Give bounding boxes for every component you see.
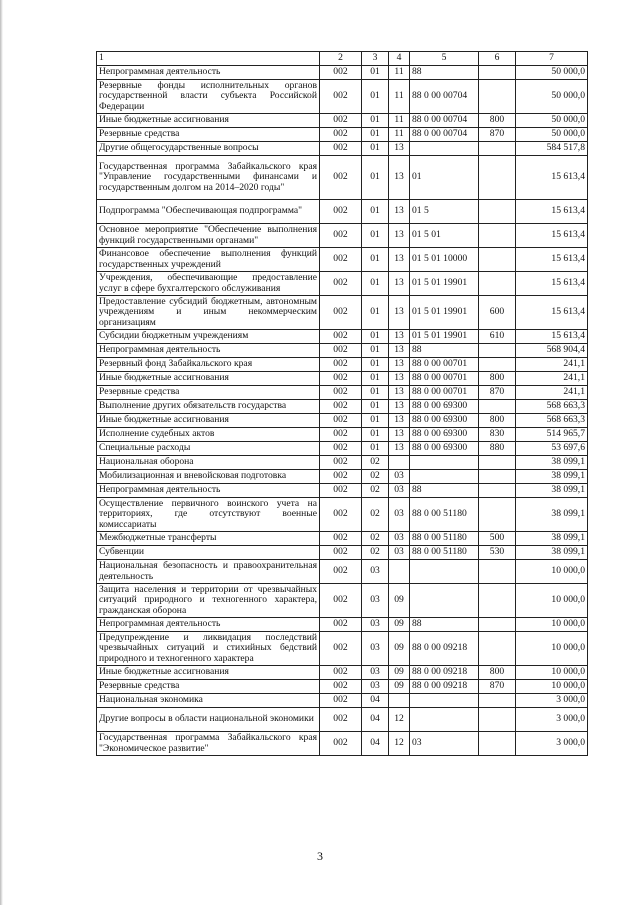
table-row bbox=[97, 386, 588, 400]
admin-code: 002 bbox=[320, 248, 362, 272]
admin-code: 002 bbox=[320, 344, 362, 358]
expense-type-code bbox=[479, 470, 516, 484]
row-description: Резервный фонд Забайкальского края bbox=[97, 358, 320, 372]
subsection-code: 13 bbox=[389, 142, 410, 156]
expense-type-code: 600 bbox=[479, 296, 516, 330]
amount: 38 099,1 bbox=[516, 546, 588, 560]
amount: 50 000,0 bbox=[516, 114, 588, 128]
admin-code: 002 bbox=[320, 80, 362, 114]
expense-type-code: 870 bbox=[479, 128, 516, 142]
target-article-code bbox=[410, 708, 479, 732]
target-article-code: 88 0 00 51180 bbox=[410, 532, 479, 546]
target-article-code: 88 bbox=[410, 484, 479, 498]
amount: 38 099,1 bbox=[516, 498, 588, 532]
table-row bbox=[97, 414, 588, 428]
admin-code: 002 bbox=[320, 470, 362, 484]
subsection-code: 13 bbox=[389, 224, 410, 248]
table-row bbox=[97, 330, 588, 344]
header-cell: 3 bbox=[362, 52, 389, 66]
subsection-code: 09 bbox=[389, 666, 410, 680]
amount: 53 697,6 bbox=[516, 442, 588, 456]
amount: 50 000,0 bbox=[516, 80, 588, 114]
amount: 15 613,4 bbox=[516, 248, 588, 272]
section-code: 01 bbox=[362, 428, 389, 442]
table-row bbox=[97, 296, 588, 330]
section-code: 01 bbox=[362, 358, 389, 372]
expense-type-code bbox=[479, 142, 516, 156]
section-code: 01 bbox=[362, 386, 389, 400]
row-description: Защита населения и территории от чрезвычайных ситуаций природного и техногенного характера, гражданская оборона bbox=[97, 584, 320, 618]
amount: 514 965,7 bbox=[516, 428, 588, 442]
subsection-code: 11 bbox=[389, 66, 410, 80]
admin-code: 002 bbox=[320, 224, 362, 248]
row-description: Резервные средства bbox=[97, 386, 320, 400]
table-header-row bbox=[97, 52, 588, 66]
expense-type-code: 870 bbox=[479, 680, 516, 694]
amount: 38 099,1 bbox=[516, 484, 588, 498]
subsection-code: 09 bbox=[389, 632, 410, 666]
amount: 15 613,4 bbox=[516, 330, 588, 344]
row-description: Иные бюджетные ассигнования bbox=[97, 114, 320, 128]
amount: 10 000,0 bbox=[516, 584, 588, 618]
expense-type-code bbox=[479, 248, 516, 272]
amount: 38 099,1 bbox=[516, 456, 588, 470]
admin-code: 002 bbox=[320, 330, 362, 344]
amount: 568 663,3 bbox=[516, 414, 588, 428]
section-code: 01 bbox=[362, 114, 389, 128]
row-description: Основное мероприятие "Обеспечение выполнения функций государственными органами" bbox=[97, 224, 320, 248]
subsection-code bbox=[389, 456, 410, 470]
table-row bbox=[97, 666, 588, 680]
amount: 50 000,0 bbox=[516, 66, 588, 80]
admin-code: 002 bbox=[320, 560, 362, 584]
admin-code: 002 bbox=[320, 372, 362, 386]
section-code: 01 bbox=[362, 296, 389, 330]
expense-type-code: 800 bbox=[479, 666, 516, 680]
header-cell: 1 bbox=[97, 52, 320, 66]
target-article-code bbox=[410, 560, 479, 584]
row-description: Другие вопросы в области национальной экономики bbox=[97, 708, 320, 732]
section-code: 01 bbox=[362, 224, 389, 248]
target-article-code: 01 bbox=[410, 156, 479, 200]
row-description: Непрограммная деятельность bbox=[97, 484, 320, 498]
subsection-code: 13 bbox=[389, 372, 410, 386]
expense-type-code bbox=[479, 632, 516, 666]
amount: 3 000,0 bbox=[516, 732, 588, 756]
expense-type-code bbox=[479, 694, 516, 708]
target-article-code: 88 0 00 69300 bbox=[410, 414, 479, 428]
table-row bbox=[97, 128, 588, 142]
row-description: Иные бюджетные ассигнования bbox=[97, 666, 320, 680]
section-code: 03 bbox=[362, 632, 389, 666]
target-article-code: 01 5 01 19901 bbox=[410, 272, 479, 296]
subsection-code: 13 bbox=[389, 358, 410, 372]
expense-type-code: 880 bbox=[479, 442, 516, 456]
subsection-code: 13 bbox=[389, 344, 410, 358]
amount: 15 613,4 bbox=[516, 156, 588, 200]
admin-code: 002 bbox=[320, 666, 362, 680]
target-article-code bbox=[410, 456, 479, 470]
table-row bbox=[97, 248, 588, 272]
amount: 3 000,0 bbox=[516, 694, 588, 708]
admin-code: 002 bbox=[320, 296, 362, 330]
section-code: 03 bbox=[362, 680, 389, 694]
expense-type-code bbox=[479, 344, 516, 358]
target-article-code: 01 5 01 19901 bbox=[410, 296, 479, 330]
admin-code: 002 bbox=[320, 200, 362, 224]
table-row bbox=[97, 400, 588, 414]
section-code: 04 bbox=[362, 694, 389, 708]
target-article-code: 88 0 00 51180 bbox=[410, 546, 479, 560]
section-code: 01 bbox=[362, 442, 389, 456]
admin-code: 002 bbox=[320, 484, 362, 498]
amount: 38 099,1 bbox=[516, 470, 588, 484]
budget-table-body bbox=[97, 52, 588, 756]
amount: 38 099,1 bbox=[516, 532, 588, 546]
expense-type-code bbox=[479, 200, 516, 224]
admin-code: 002 bbox=[320, 546, 362, 560]
subsection-code: 13 bbox=[389, 296, 410, 330]
subsection-code: 09 bbox=[389, 618, 410, 632]
expense-type-code bbox=[479, 584, 516, 618]
subsection-code: 12 bbox=[389, 732, 410, 756]
admin-code: 002 bbox=[320, 680, 362, 694]
target-article-code: 88 0 00 09218 bbox=[410, 632, 479, 666]
amount: 15 613,4 bbox=[516, 272, 588, 296]
amount: 241,1 bbox=[516, 358, 588, 372]
section-code: 01 bbox=[362, 414, 389, 428]
table-row bbox=[97, 272, 588, 296]
admin-code: 002 bbox=[320, 156, 362, 200]
table-row bbox=[97, 498, 588, 532]
admin-code: 002 bbox=[320, 400, 362, 414]
section-code: 01 bbox=[362, 272, 389, 296]
table-row bbox=[97, 66, 588, 80]
expense-type-code: 870 bbox=[479, 386, 516, 400]
amount: 241,1 bbox=[516, 372, 588, 386]
target-article-code bbox=[410, 470, 479, 484]
target-article-code bbox=[410, 694, 479, 708]
subsection-code: 13 bbox=[389, 400, 410, 414]
target-article-code: 88 0 00 09218 bbox=[410, 666, 479, 680]
subsection-code: 13 bbox=[389, 442, 410, 456]
row-description: Другие общегосударственные вопросы bbox=[97, 142, 320, 156]
section-code: 04 bbox=[362, 732, 389, 756]
expense-type-code: 610 bbox=[479, 330, 516, 344]
expense-type-code bbox=[479, 400, 516, 414]
target-article-code: 88 bbox=[410, 344, 479, 358]
target-article-code: 88 bbox=[410, 66, 479, 80]
admin-code: 002 bbox=[320, 358, 362, 372]
section-code: 01 bbox=[362, 66, 389, 80]
target-article-code: 88 0 00 69300 bbox=[410, 442, 479, 456]
subsection-code: 11 bbox=[389, 128, 410, 142]
table-row bbox=[97, 200, 588, 224]
amount: 568 663,3 bbox=[516, 400, 588, 414]
row-description: Субсидии бюджетным учреждениям bbox=[97, 330, 320, 344]
expense-type-code bbox=[479, 732, 516, 756]
admin-code: 002 bbox=[320, 532, 362, 546]
section-code: 01 bbox=[362, 372, 389, 386]
target-article-code: 88 0 00 69300 bbox=[410, 400, 479, 414]
table-row bbox=[97, 694, 588, 708]
section-code: 01 bbox=[362, 128, 389, 142]
table-row bbox=[97, 484, 588, 498]
admin-code: 002 bbox=[320, 142, 362, 156]
scan-edge bbox=[0, 0, 3, 905]
section-code: 01 bbox=[362, 248, 389, 272]
admin-code: 002 bbox=[320, 694, 362, 708]
admin-code: 002 bbox=[320, 428, 362, 442]
row-description: Резервные фонды исполнительных органов государственной власти субъекта Российской Федерации bbox=[97, 80, 320, 114]
target-article-code bbox=[410, 584, 479, 618]
admin-code: 002 bbox=[320, 386, 362, 400]
section-code: 01 bbox=[362, 156, 389, 200]
row-description: Осуществление первичного воинского учета на территориях, где отсутствуют военные комиссариаты bbox=[97, 498, 320, 532]
expense-type-code bbox=[479, 156, 516, 200]
admin-code: 002 bbox=[320, 708, 362, 732]
table-row bbox=[97, 560, 588, 584]
expense-type-code bbox=[479, 224, 516, 248]
table-row bbox=[97, 224, 588, 248]
expense-type-code bbox=[479, 498, 516, 532]
expense-type-code bbox=[479, 456, 516, 470]
subsection-code: 13 bbox=[389, 248, 410, 272]
amount: 568 904,4 bbox=[516, 344, 588, 358]
subsection-code: 03 bbox=[389, 532, 410, 546]
subsection-code: 12 bbox=[389, 708, 410, 732]
subsection-code: 13 bbox=[389, 272, 410, 296]
subsection-code: 13 bbox=[389, 414, 410, 428]
amount: 10 000,0 bbox=[516, 618, 588, 632]
expense-type-code bbox=[479, 708, 516, 732]
section-code: 02 bbox=[362, 498, 389, 532]
subsection-code: 13 bbox=[389, 200, 410, 224]
amount: 15 613,4 bbox=[516, 224, 588, 248]
subsection-code: 11 bbox=[389, 114, 410, 128]
target-article-code: 03 bbox=[410, 732, 479, 756]
table-row bbox=[97, 532, 588, 546]
row-description: Специальные расходы bbox=[97, 442, 320, 456]
subsection-code: 13 bbox=[389, 428, 410, 442]
row-description: Национальная оборона bbox=[97, 456, 320, 470]
target-article-code: 88 0 00 00701 bbox=[410, 386, 479, 400]
section-code: 02 bbox=[362, 546, 389, 560]
section-code: 03 bbox=[362, 618, 389, 632]
row-description: Резервные средства bbox=[97, 128, 320, 142]
table-row bbox=[97, 618, 588, 632]
admin-code: 002 bbox=[320, 618, 362, 632]
section-code: 01 bbox=[362, 80, 389, 114]
subsection-code bbox=[389, 694, 410, 708]
row-description: Исполнение судебных актов bbox=[97, 428, 320, 442]
section-code: 02 bbox=[362, 532, 389, 546]
row-description: Мобилизационная и вневойсковая подготовка bbox=[97, 470, 320, 484]
table-row bbox=[97, 584, 588, 618]
amount: 15 613,4 bbox=[516, 296, 588, 330]
section-code: 03 bbox=[362, 584, 389, 618]
header-cell: 7 bbox=[516, 52, 588, 66]
target-article-code: 88 0 00 00701 bbox=[410, 372, 479, 386]
table-row bbox=[97, 344, 588, 358]
section-code: 04 bbox=[362, 708, 389, 732]
amount: 50 000,0 bbox=[516, 128, 588, 142]
table-row bbox=[97, 442, 588, 456]
row-description: Предупреждение и ликвидация последствий чрезвычайных ситуаций и стихийных бедствий природного и техногенного характера bbox=[97, 632, 320, 666]
expense-type-code bbox=[479, 66, 516, 80]
amount: 241,1 bbox=[516, 386, 588, 400]
subsection-code: 09 bbox=[389, 680, 410, 694]
amount: 10 000,0 bbox=[516, 666, 588, 680]
target-article-code: 88 0 00 69300 bbox=[410, 428, 479, 442]
section-code: 01 bbox=[362, 344, 389, 358]
expense-type-code: 830 bbox=[479, 428, 516, 442]
row-description: Выполнение других обязательств государства bbox=[97, 400, 320, 414]
table-row bbox=[97, 470, 588, 484]
admin-code: 002 bbox=[320, 114, 362, 128]
admin-code: 002 bbox=[320, 498, 362, 532]
table-row bbox=[97, 156, 588, 200]
target-article-code: 01 5 01 10000 bbox=[410, 248, 479, 272]
admin-code: 002 bbox=[320, 632, 362, 666]
table-row bbox=[97, 372, 588, 386]
target-article-code: 88 bbox=[410, 618, 479, 632]
table-row bbox=[97, 428, 588, 442]
admin-code: 002 bbox=[320, 66, 362, 80]
table-row bbox=[97, 114, 588, 128]
target-article-code: 01 5 01 bbox=[410, 224, 479, 248]
subsection-code: 11 bbox=[389, 80, 410, 114]
row-description: Непрограммная деятельность bbox=[97, 66, 320, 80]
row-description: Иные бюджетные ассигнования bbox=[97, 414, 320, 428]
target-article-code: 88 0 00 00704 bbox=[410, 114, 479, 128]
admin-code: 002 bbox=[320, 584, 362, 618]
expense-type-code: 800 bbox=[479, 414, 516, 428]
amount: 3 000,0 bbox=[516, 708, 588, 732]
expense-type-code: 530 bbox=[479, 546, 516, 560]
expense-type-code: 800 bbox=[479, 114, 516, 128]
row-description: Национальная экономика bbox=[97, 694, 320, 708]
expense-type-code bbox=[479, 618, 516, 632]
page-number: 3 bbox=[317, 849, 323, 863]
amount: 15 613,4 bbox=[516, 200, 588, 224]
table-row bbox=[97, 632, 588, 666]
subsection-code: 13 bbox=[389, 330, 410, 344]
expense-type-code: 500 bbox=[479, 532, 516, 546]
expense-type-code bbox=[479, 272, 516, 296]
section-code: 01 bbox=[362, 400, 389, 414]
expense-type-code bbox=[479, 80, 516, 114]
admin-code: 002 bbox=[320, 732, 362, 756]
subsection-code: 03 bbox=[389, 498, 410, 532]
amount: 10 000,0 bbox=[516, 632, 588, 666]
target-article-code: 88 0 00 51180 bbox=[410, 498, 479, 532]
subsection-code: 03 bbox=[389, 470, 410, 484]
row-description: Субвенции bbox=[97, 546, 320, 560]
expense-type-code bbox=[479, 358, 516, 372]
expense-type-code bbox=[479, 484, 516, 498]
section-code: 01 bbox=[362, 330, 389, 344]
row-description: Государственная программа Забайкальского края "Управление государственными финансами и государственным долгом на 2014–2020 годы" bbox=[97, 156, 320, 200]
admin-code: 002 bbox=[320, 442, 362, 456]
expense-type-code bbox=[479, 560, 516, 584]
target-article-code: 88 0 00 00704 bbox=[410, 80, 479, 114]
table-row bbox=[97, 680, 588, 694]
admin-code: 002 bbox=[320, 414, 362, 428]
admin-code: 002 bbox=[320, 456, 362, 470]
subsection-code: 13 bbox=[389, 386, 410, 400]
section-code: 01 bbox=[362, 142, 389, 156]
table-row bbox=[97, 708, 588, 732]
header-cell: 2 bbox=[320, 52, 362, 66]
subsection-code: 09 bbox=[389, 584, 410, 618]
subsection-code: 13 bbox=[389, 156, 410, 200]
admin-code: 002 bbox=[320, 272, 362, 296]
target-article-code: 88 0 00 00704 bbox=[410, 128, 479, 142]
table-row bbox=[97, 456, 588, 470]
header-cell: 5 bbox=[410, 52, 479, 66]
row-description: Учреждения, обеспечивающие предоставление услуг в сфере бухгалтерского обслуживания bbox=[97, 272, 320, 296]
table-row bbox=[97, 142, 588, 156]
row-description: Государственная программа Забайкальского края "Экономическое развитие" bbox=[97, 732, 320, 756]
expense-type-code: 800 bbox=[479, 372, 516, 386]
row-description: Подпрограмма "Обеспечивающая подпрограмма" bbox=[97, 200, 320, 224]
section-code: 03 bbox=[362, 560, 389, 584]
row-description: Непрограммная деятельность bbox=[97, 344, 320, 358]
row-description: Резервные средства bbox=[97, 680, 320, 694]
table-row bbox=[97, 732, 588, 756]
section-code: 02 bbox=[362, 470, 389, 484]
amount: 10 000,0 bbox=[516, 560, 588, 584]
table-row bbox=[97, 358, 588, 372]
row-description: Национальная безопасность и правоохранительная деятельность bbox=[97, 560, 320, 584]
amount: 10 000,0 bbox=[516, 680, 588, 694]
budget-table bbox=[96, 51, 588, 756]
subsection-code: 03 bbox=[389, 546, 410, 560]
row-description: Финансовое обеспечение выполнения функций государственных учреждений bbox=[97, 248, 320, 272]
section-code: 02 bbox=[362, 456, 389, 470]
section-code: 02 bbox=[362, 484, 389, 498]
target-article-code bbox=[410, 142, 479, 156]
row-description: Непрограммная деятельность bbox=[97, 618, 320, 632]
target-article-code: 88 0 00 00701 bbox=[410, 358, 479, 372]
row-description: Иные бюджетные ассигнования bbox=[97, 372, 320, 386]
row-description: Предоставление субсидий бюджетным, автономным учреждениям и иным некоммерческим организациям bbox=[97, 296, 320, 330]
target-article-code: 01 5 bbox=[410, 200, 479, 224]
target-article-code: 88 0 00 09218 bbox=[410, 680, 479, 694]
subsection-code: 03 bbox=[389, 484, 410, 498]
target-article-code: 01 5 01 19901 bbox=[410, 330, 479, 344]
subsection-code bbox=[389, 560, 410, 584]
header-cell: 4 bbox=[389, 52, 410, 66]
admin-code: 002 bbox=[320, 128, 362, 142]
table-row bbox=[97, 546, 588, 560]
section-code: 03 bbox=[362, 666, 389, 680]
amount: 584 517,8 bbox=[516, 142, 588, 156]
row-description: Межбюджетные трансферты bbox=[97, 532, 320, 546]
header-cell: 6 bbox=[479, 52, 516, 66]
table-row bbox=[97, 80, 588, 114]
section-code: 01 bbox=[362, 200, 389, 224]
